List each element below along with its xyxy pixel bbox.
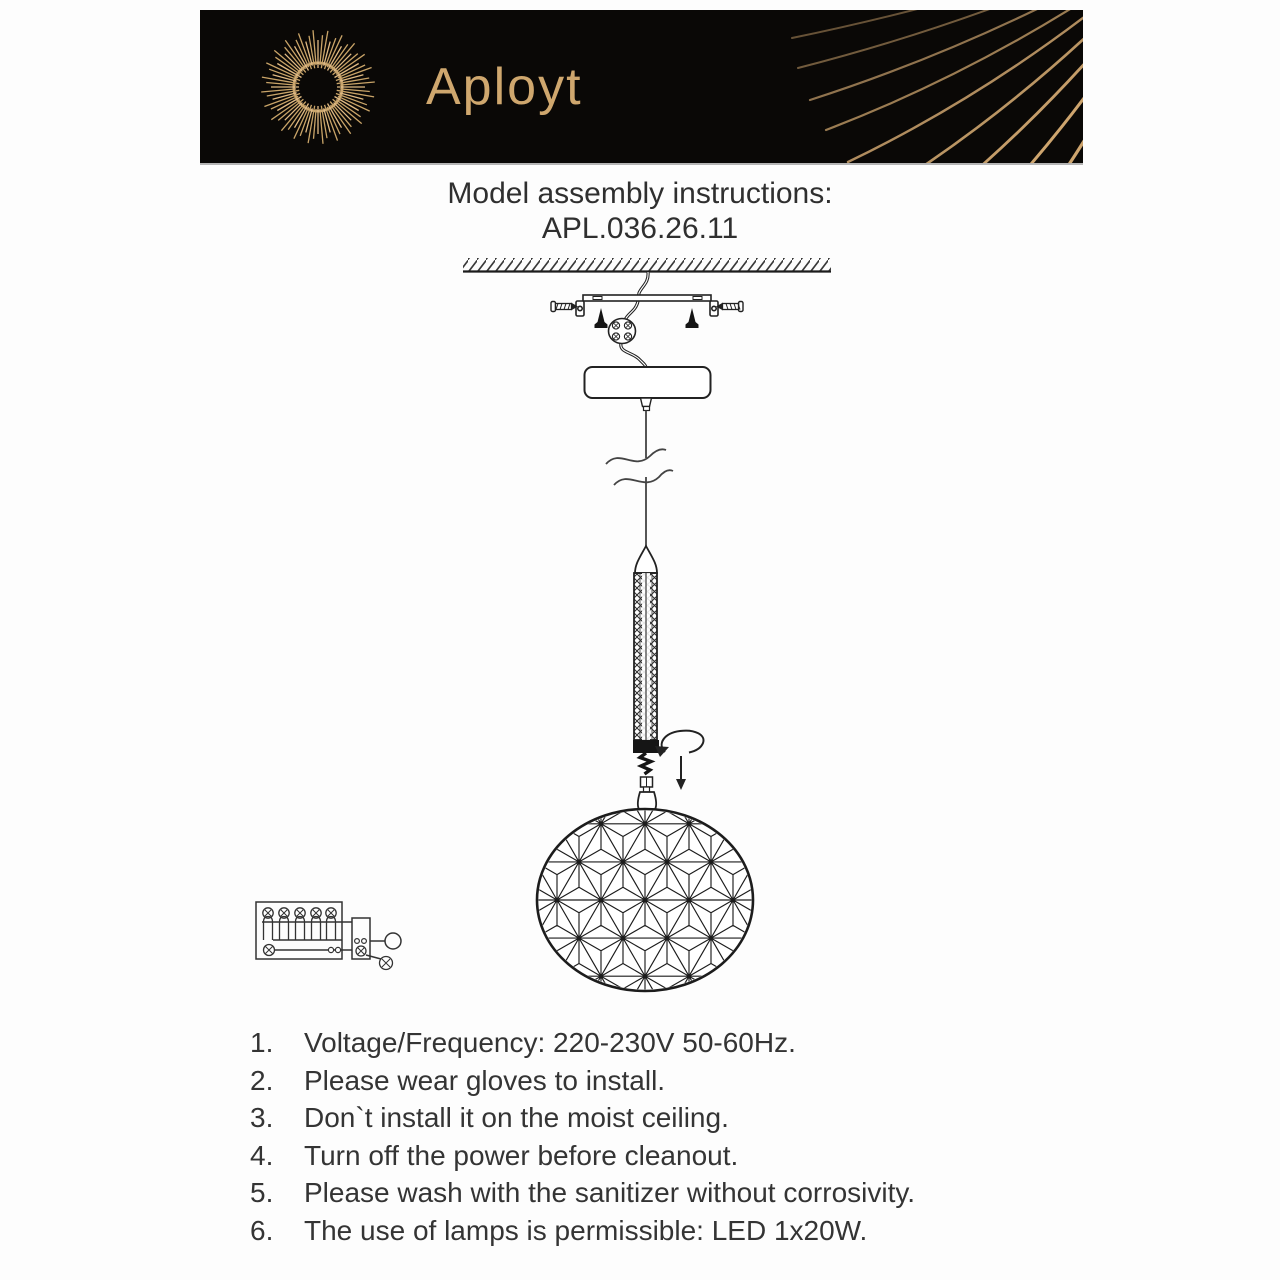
instruction-number: 4. — [250, 1139, 274, 1171]
page-title: Model assembly instructions: — [447, 177, 833, 210]
mounting-bracket — [576, 295, 718, 316]
instruction-number: 5. — [250, 1177, 274, 1209]
instruction-item — [0, 1212, 1100, 1250]
sphere-pattern — [425, 786, 865, 1015]
instruction-list — [0, 1024, 1100, 1250]
instruction-number: 1. — [250, 1027, 274, 1058]
instruction-item — [0, 1099, 1100, 1137]
model-number: APL.036.26.11 — [541, 212, 739, 245]
decorative-rod — [633, 546, 659, 753]
instruction-text: Please wear gloves to install. — [304, 1064, 666, 1096]
instruction-item — [0, 1024, 1100, 1062]
terminal-block — [609, 319, 636, 344]
wiring-schematic — [256, 902, 401, 970]
instruction-text: Please wash with the sanitizer without corrosivity. — [304, 1177, 916, 1209]
finial-cup — [638, 792, 656, 810]
instruction-text: Don`t install it on the moist ceiling. — [304, 1102, 729, 1134]
instruction-number: 2. — [250, 1064, 274, 1096]
instruction-number: 6. — [250, 1214, 274, 1246]
instruction-text: Voltage/Frequency: 220-230V 50-60Hz. — [304, 1027, 796, 1058]
instruction-text: Turn off the power before cleanout. — [304, 1139, 739, 1171]
ceiling — [463, 258, 831, 272]
brand-logo-text: Aployt — [426, 58, 583, 116]
down-arrow-icon — [676, 756, 686, 790]
threaded-connector — [640, 753, 653, 792]
faceted-sphere-shade — [425, 786, 865, 1015]
canopy — [585, 367, 711, 411]
cord-break-icon — [606, 449, 673, 485]
rotation-arrow-icon — [655, 731, 703, 757]
wiring-terminals — [263, 908, 393, 970]
instruction-item — [0, 1137, 1100, 1175]
instruction-number: 3. — [250, 1102, 274, 1134]
side-screw-right — [717, 302, 743, 312]
instruction-item — [0, 1174, 1100, 1212]
side-screw-left — [551, 302, 577, 312]
instruction-item — [0, 1062, 1100, 1100]
instruction-text: The use of lamps is permissible: LED 1x20W. — [304, 1214, 868, 1246]
